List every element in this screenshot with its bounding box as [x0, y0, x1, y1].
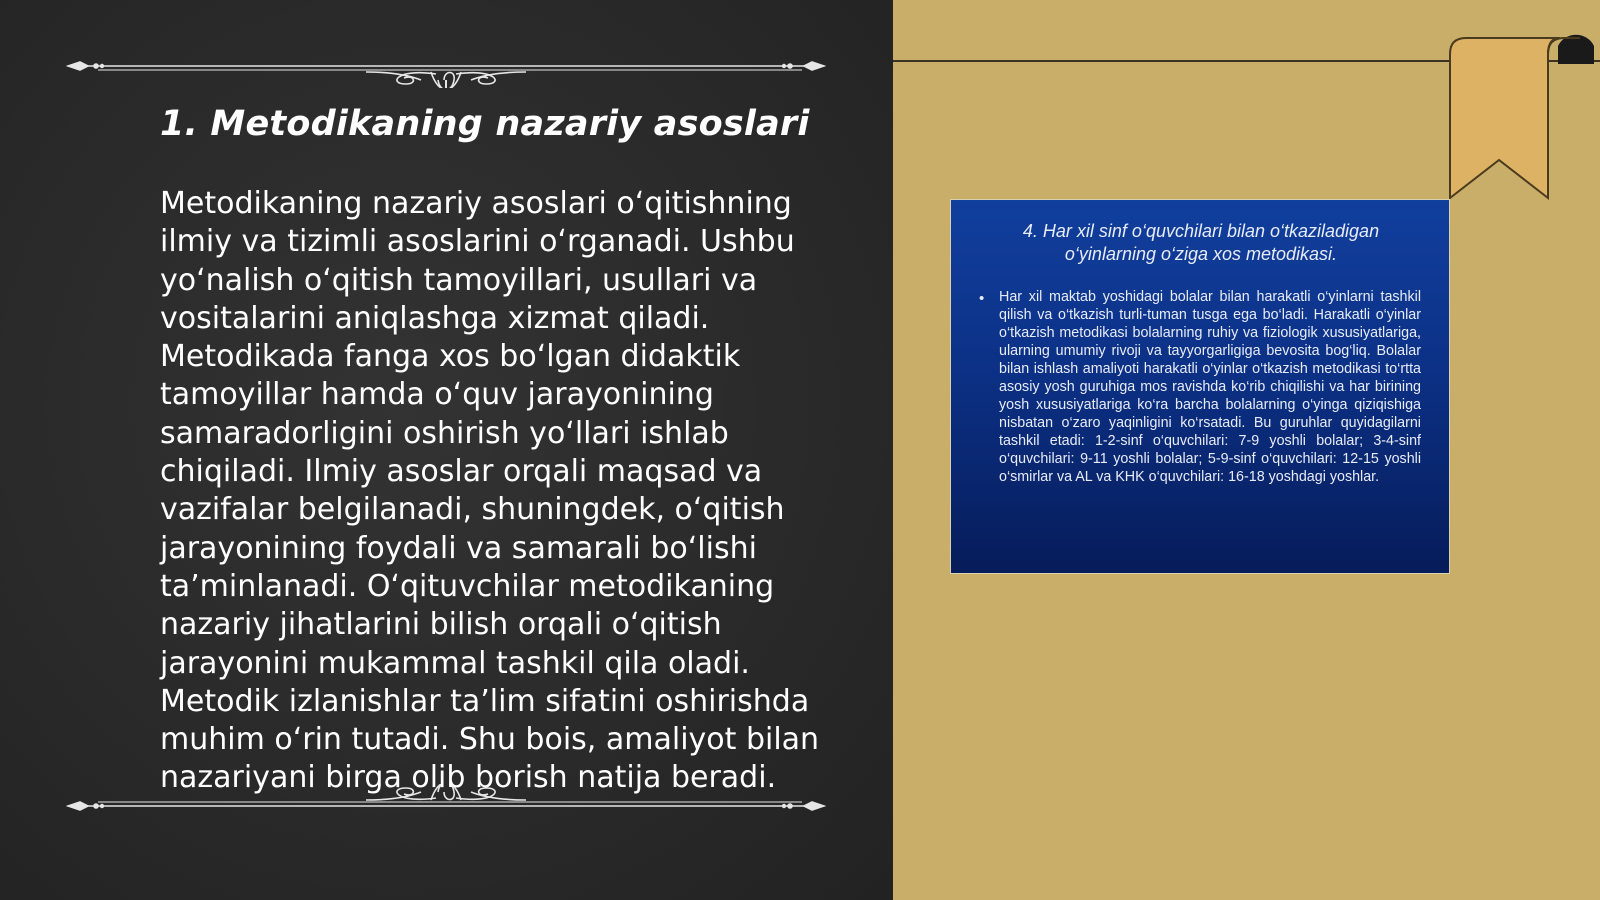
- bullet-icon: •: [979, 290, 985, 307]
- card-body-text: Har xil maktab yoshidagi bolalar bilan harakatli o‘yinlarni tashkil qilish va o‘tkazish turli-tuman tusga ega bo‘ladi. Harakatli o‘yinlar o‘tkazish metodikasi bolalarning ruhiy va fiziologik xususiyatlariga, ularning umumiy rivoji va tayyorgarligiga bevosita bog‘liq. Bolalar bilan ishlash amaliyoti harakatli o‘yinlar o‘tkazish metodikasi to‘rtta asosiy yosh guruhiga mos ravishda ko‘rib chiqilishi va har birining yosh xususiyatlariga ko‘ra barcha bolalarning o‘yinga qiziqishiga nisbatan o‘zaro yaqinligini ko‘rsatadi. Bu guruhlar quyidagilarni tashkil etadi: 1-2-sinf o‘quvchilari: 7-9 yoshli bolalar; 3-4-sinf o‘quvchilari: 9-11 yoshli bolalar; 5-9-sinf o‘quvchilari: 12-15 yoshli o‘smirlar va AL va KHK o‘quvchilari: 16-18 yoshdagi yoshlar.: [999, 289, 1421, 485]
- bookmark-ribbon-icon: [1430, 34, 1600, 204]
- info-card: [950, 199, 1450, 574]
- slide-title: 1. Metodikaning nazariy asoslari: [160, 104, 810, 144]
- top-scroll-ornament-icon: [66, 44, 826, 88]
- slide-body-text: Metodikaning nazariy asoslari o‘qitishning ilmiy va tizimli asoslarini o‘rganadi. Ushbu yo‘nalish o‘qitish tamoyillari, usullari va vositalarini aniqlashga xizmat qiladi. Metodikada fanga xos bo‘lgan didaktik tamoyillar hamda o‘quv jarayonining samaradorligini oshirish yo‘llari ishlab chiqiladi. Ilmiy asoslar orqali maqsad va vazifalar belgilanadi, shuningdek, o‘qitish jarayonining foydali va samarali bo‘lishi ta’minlanadi. O‘qituvchilar metodikaning nazariy jihatlarini bilish orqali o‘qitish jarayonini mukammal tashkil qila oladi. Metodik izlanishlar ta’lim sifatini oshirishda muhim o‘rin tutadi. Shu bois, amaliyot bilan nazariyani birga olib borish natija beradi.: [160, 186, 820, 796]
- card-title: 4. Har xil sinf o‘quvchilari bilan o‘tkaziladigan o‘yinlarning o‘ziga xos metodikasi.: [1022, 221, 1380, 264]
